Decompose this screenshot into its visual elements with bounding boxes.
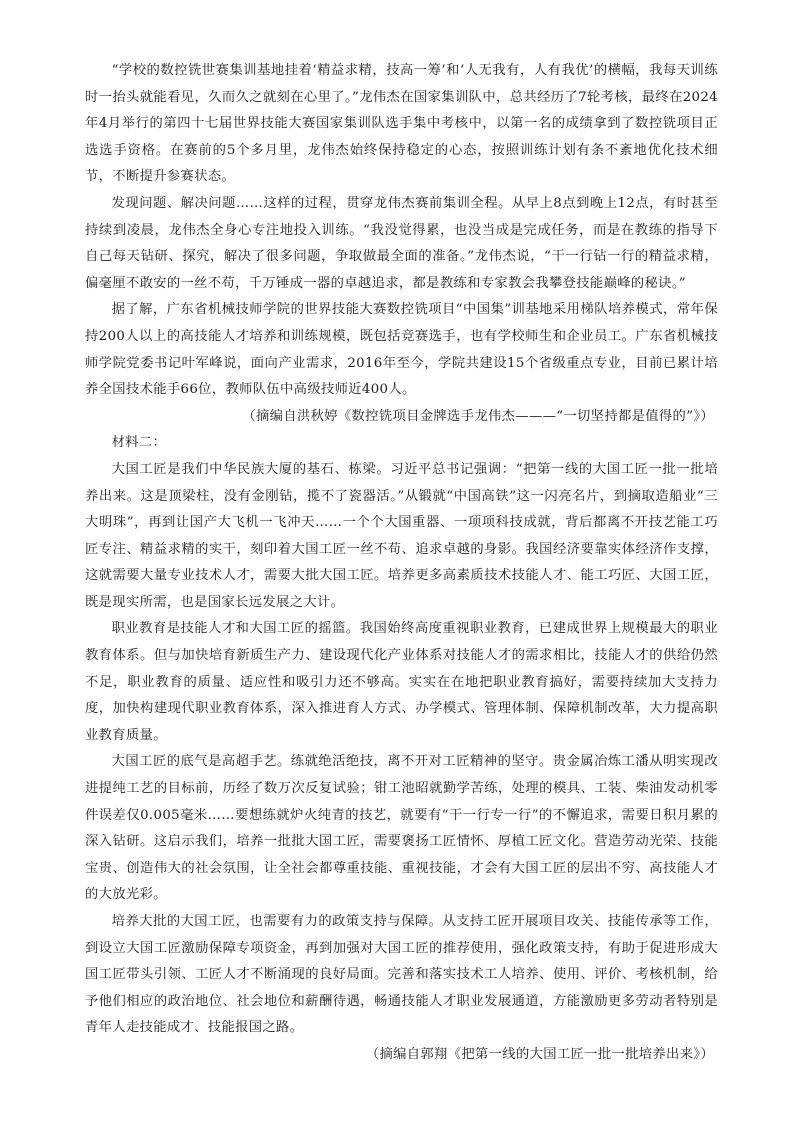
material2-paragraph-1: 大国工匠是我们中华民族大厦的基石、栋梁。习近平总书记强调：“把第一线的大国工匠一批一批培养出来。这是顶梁柱，没有金刚钻，揽不了瓷器活。”从锻就“中国高铁”这一闪亮名片，到摘取造船业“三大明珠”，再到让国产大飞机一飞冲天……一个个大国重器、一项项科技成就，背后都离不开技艺能工巧匠专注、精益求精的实干，刻印着大国工匠一丝不苟、追求卓越的身影。我国经济要靠实体经济作支撑，这就需要大量专业技术人才，需要大批大国工匠。培养更多高素质技术技能人才、能工巧匠、大国工匠，既是现实所需，也是国家长远发展之大计。 bbox=[85, 461, 718, 610]
material2-heading: 材料二： bbox=[111, 435, 167, 451]
material2-source: （摘编自郭翔《把第一线的大国工匠一批一批培养出来》） bbox=[365, 1046, 714, 1062]
material2-paragraph-3: 大国工匠的底气是高超手艺。练就绝活绝技，离不开对工匠精神的坚守。贵金属冶炼工潘从明实现改进提纯工艺的目标前，历经了数万次反复试验；钳工池昭就勤学苦练，处理的模具、工装、柴油发动机零件误差仅0.005毫米……要想练就炉火纯青的技艺，就要有“干一行专一行”的不懈追求，需要日积月累的深入钻研。这启示我们，培养一批批大国工匠，需要褒扬工匠情怀、厚植工匠文化。营造劳动光荣、技能宝贵、创造伟大的社会氛围，让全社会都尊重技能、重视技能，才会有大国工匠的层出不穷、高技能人才的大放光彩。 bbox=[85, 754, 718, 903]
material1-paragraph-2: 发现问题、解决问题……这样的过程，贯穿龙伟杰赛前集训全程。从早上8点到晚上12点，有时甚至持续到凌晨，龙伟杰全身心专注地投入训练。“我没觉得累，也没当成是完成任务，而是在教练的指导下自己每天钻研、探究，解决了很多问题，争取做最全面的准备。”龙伟杰说，“干一行钻一行的精益求精，偏毫厘不敢安的一丝不苟，千万锤成一器的卓越追求，都是教练和专家教会我攀登技能巅峰的秘诀。” bbox=[85, 195, 718, 291]
document-page bbox=[85, 58, 718, 1069]
material2-paragraph-4: 培养大批的大国工匠，也需要有力的政策支持与保障。从支持工匠开展项目攻关、技能传承等工作，到设立大国工匠激励保障专项资金，再到加强对大国工匠的推荐使用，强化政策支持，有助于促进形成大国工匠带头引领、工匠人才不断涌现的良好局面。完善和落实技术工人培养、使用、评价、考核机制，给予他们相应的政治地位、社会地位和薪酬待遇，畅通技能人才职业发展通道，方能激励更多劳动者特别是青年人走技能成才、技能报国之路。 bbox=[85, 914, 718, 1036]
material1-paragraph-3: 据了解，广东省机械技师学院的世界技能大赛数控铣项目“中国集”训基地采用梯队培养模式，常年保持200人以上的高技能人才培养和训练规模，既包括竞赛选手，也有学校师生和企业员工。广东省机械技师学院党委书记叶军峰说，面向产业需求，2016年至今，学院共建设15个省级重点专业，目前已累计培养全国技术能手66位，教师队伍中高级技师近400人。 bbox=[85, 302, 718, 398]
material1-source: （摘编自洪秋婷《数控铣项目金牌选手龙伟杰———“一切坚持都是值得的”》） bbox=[242, 408, 714, 424]
material2-paragraph-2: 职业教育是技能人才和大国工匠的摇篮。我国始终高度重视职业教育，已建成世界上规模最大的职业教育体系。但与加快培育新质生产力、建设现代化产业体系对技能人才的需求相比，技能人才的供给仍然不足，职业教育的质量、适应性和吸引力还不够高。实实在在地把职业教育搞好，需要持续加大支持力度，加快构建现代职业教育体系，深入推进育人方式、办学模式、管理体制、保障机制改革，大力提高职业教育质量。 bbox=[85, 621, 718, 743]
material1-paragraph-1: “学校的数控铣世赛集训基地挂着‘精益求精，技高一筹’和‘人无我有，人有我优’的横幅，我每天训练时一抬头就能看见，久而久之就刻在心里了。”龙伟杰在国家集训队中，总共经历了7轮考核，最终在2024年4月举行的第四十七届世界技能大赛国家集训队选手集中考核中，以第一名的成绩拿到了数控铣项目正选选手资格。在赛前的5个多月里，龙伟杰始终保持稳定的心态，按照训练计划有条不紊地优化技术细节，不断提升参赛状态。 bbox=[85, 63, 718, 185]
